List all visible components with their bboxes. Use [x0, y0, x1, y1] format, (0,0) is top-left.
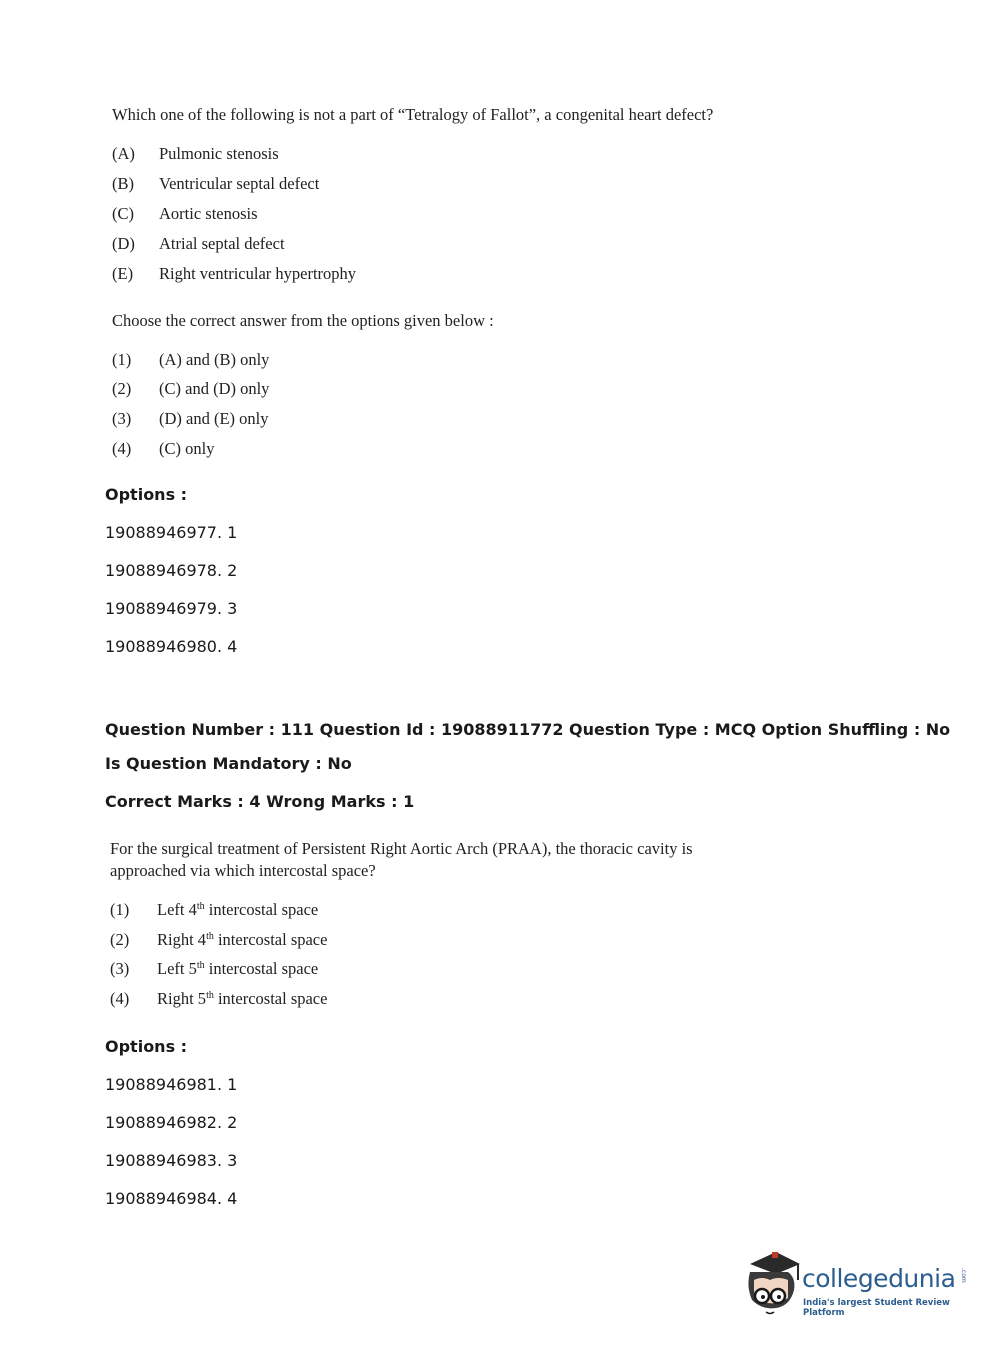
- option-id: 19088946981. 1: [105, 1075, 238, 1094]
- collegedunia-logo: [742, 1250, 972, 1320]
- logo-wordmark: collegedunia: [802, 1264, 956, 1293]
- option-id: 19088946980. 4: [105, 637, 238, 656]
- answer-text: Right 4th intercostal space: [157, 930, 328, 949]
- answer-key: (2): [110, 930, 130, 949]
- item-key: (B): [112, 174, 134, 193]
- logo-suffix: .com: [960, 1268, 967, 1283]
- item-text: Ventricular septal defect: [159, 174, 320, 193]
- option-id: 19088946978. 2: [105, 561, 238, 580]
- options-label: Options :: [105, 1037, 188, 1056]
- option-id: 19088946984. 4: [105, 1189, 238, 1208]
- item-key: (E): [112, 264, 134, 283]
- item-text: Aortic stenosis: [159, 204, 258, 223]
- answer-key: (1): [110, 900, 130, 919]
- answer-key: (4): [110, 989, 130, 1008]
- answer-text: (C) only: [159, 439, 215, 458]
- item-text: Pulmonic stenosis: [159, 144, 279, 163]
- answer-text: (A) and (B) only: [159, 350, 270, 369]
- question-mandatory: Is Question Mandatory : No: [105, 754, 352, 773]
- question-marks: Correct Marks : 4 Wrong Marks : 1: [105, 792, 415, 811]
- answer-text: Right 5th intercostal space: [157, 989, 328, 1008]
- mascot-icon: [742, 1250, 802, 1320]
- answer-key: (1): [112, 350, 132, 369]
- answer-key: (4): [112, 439, 132, 458]
- item-text: Right ventricular hypertrophy: [159, 264, 357, 283]
- choose-instruction: Choose the correct answer from the options given below :: [112, 311, 494, 330]
- answer-key: (2): [112, 379, 132, 398]
- answer-text: (D) and (E) only: [159, 409, 269, 428]
- item-key: (D): [112, 234, 135, 253]
- question-stem: Which one of the following is not a part of “Tetralogy of Fallot”, a congenital heart defect?: [112, 105, 714, 124]
- answer-text: (C) and (D) only: [159, 379, 270, 398]
- option-id: 19088946983. 3: [105, 1151, 238, 1170]
- logo-tagline: India's largest Student Review Platform: [803, 1298, 950, 1318]
- question-stem-continued: approached via which intercostal space?: [110, 861, 376, 880]
- item-key: (C): [112, 204, 134, 223]
- question-meta: Question Number : 111 Question Id : 19088911772 Question Type : MCQ Option Shuffling : No: [105, 720, 951, 739]
- options-label: Options :: [105, 485, 188, 504]
- option-id: 19088946977. 1: [105, 523, 238, 542]
- answer-key: (3): [112, 409, 132, 428]
- answer-text: Left 5th intercostal space: [157, 959, 319, 978]
- answer-key: (3): [110, 959, 130, 978]
- item-key: (A): [112, 144, 135, 163]
- question-stem: For the surgical treatment of Persistent Right Aortic Arch (PRAA), the thoracic cavity is: [110, 839, 693, 858]
- option-id: 19088946982. 2: [105, 1113, 238, 1132]
- answer-text: Left 4th intercostal space: [157, 900, 319, 919]
- item-text: Atrial septal defect: [159, 234, 285, 253]
- option-id: 19088946979. 3: [105, 599, 238, 618]
